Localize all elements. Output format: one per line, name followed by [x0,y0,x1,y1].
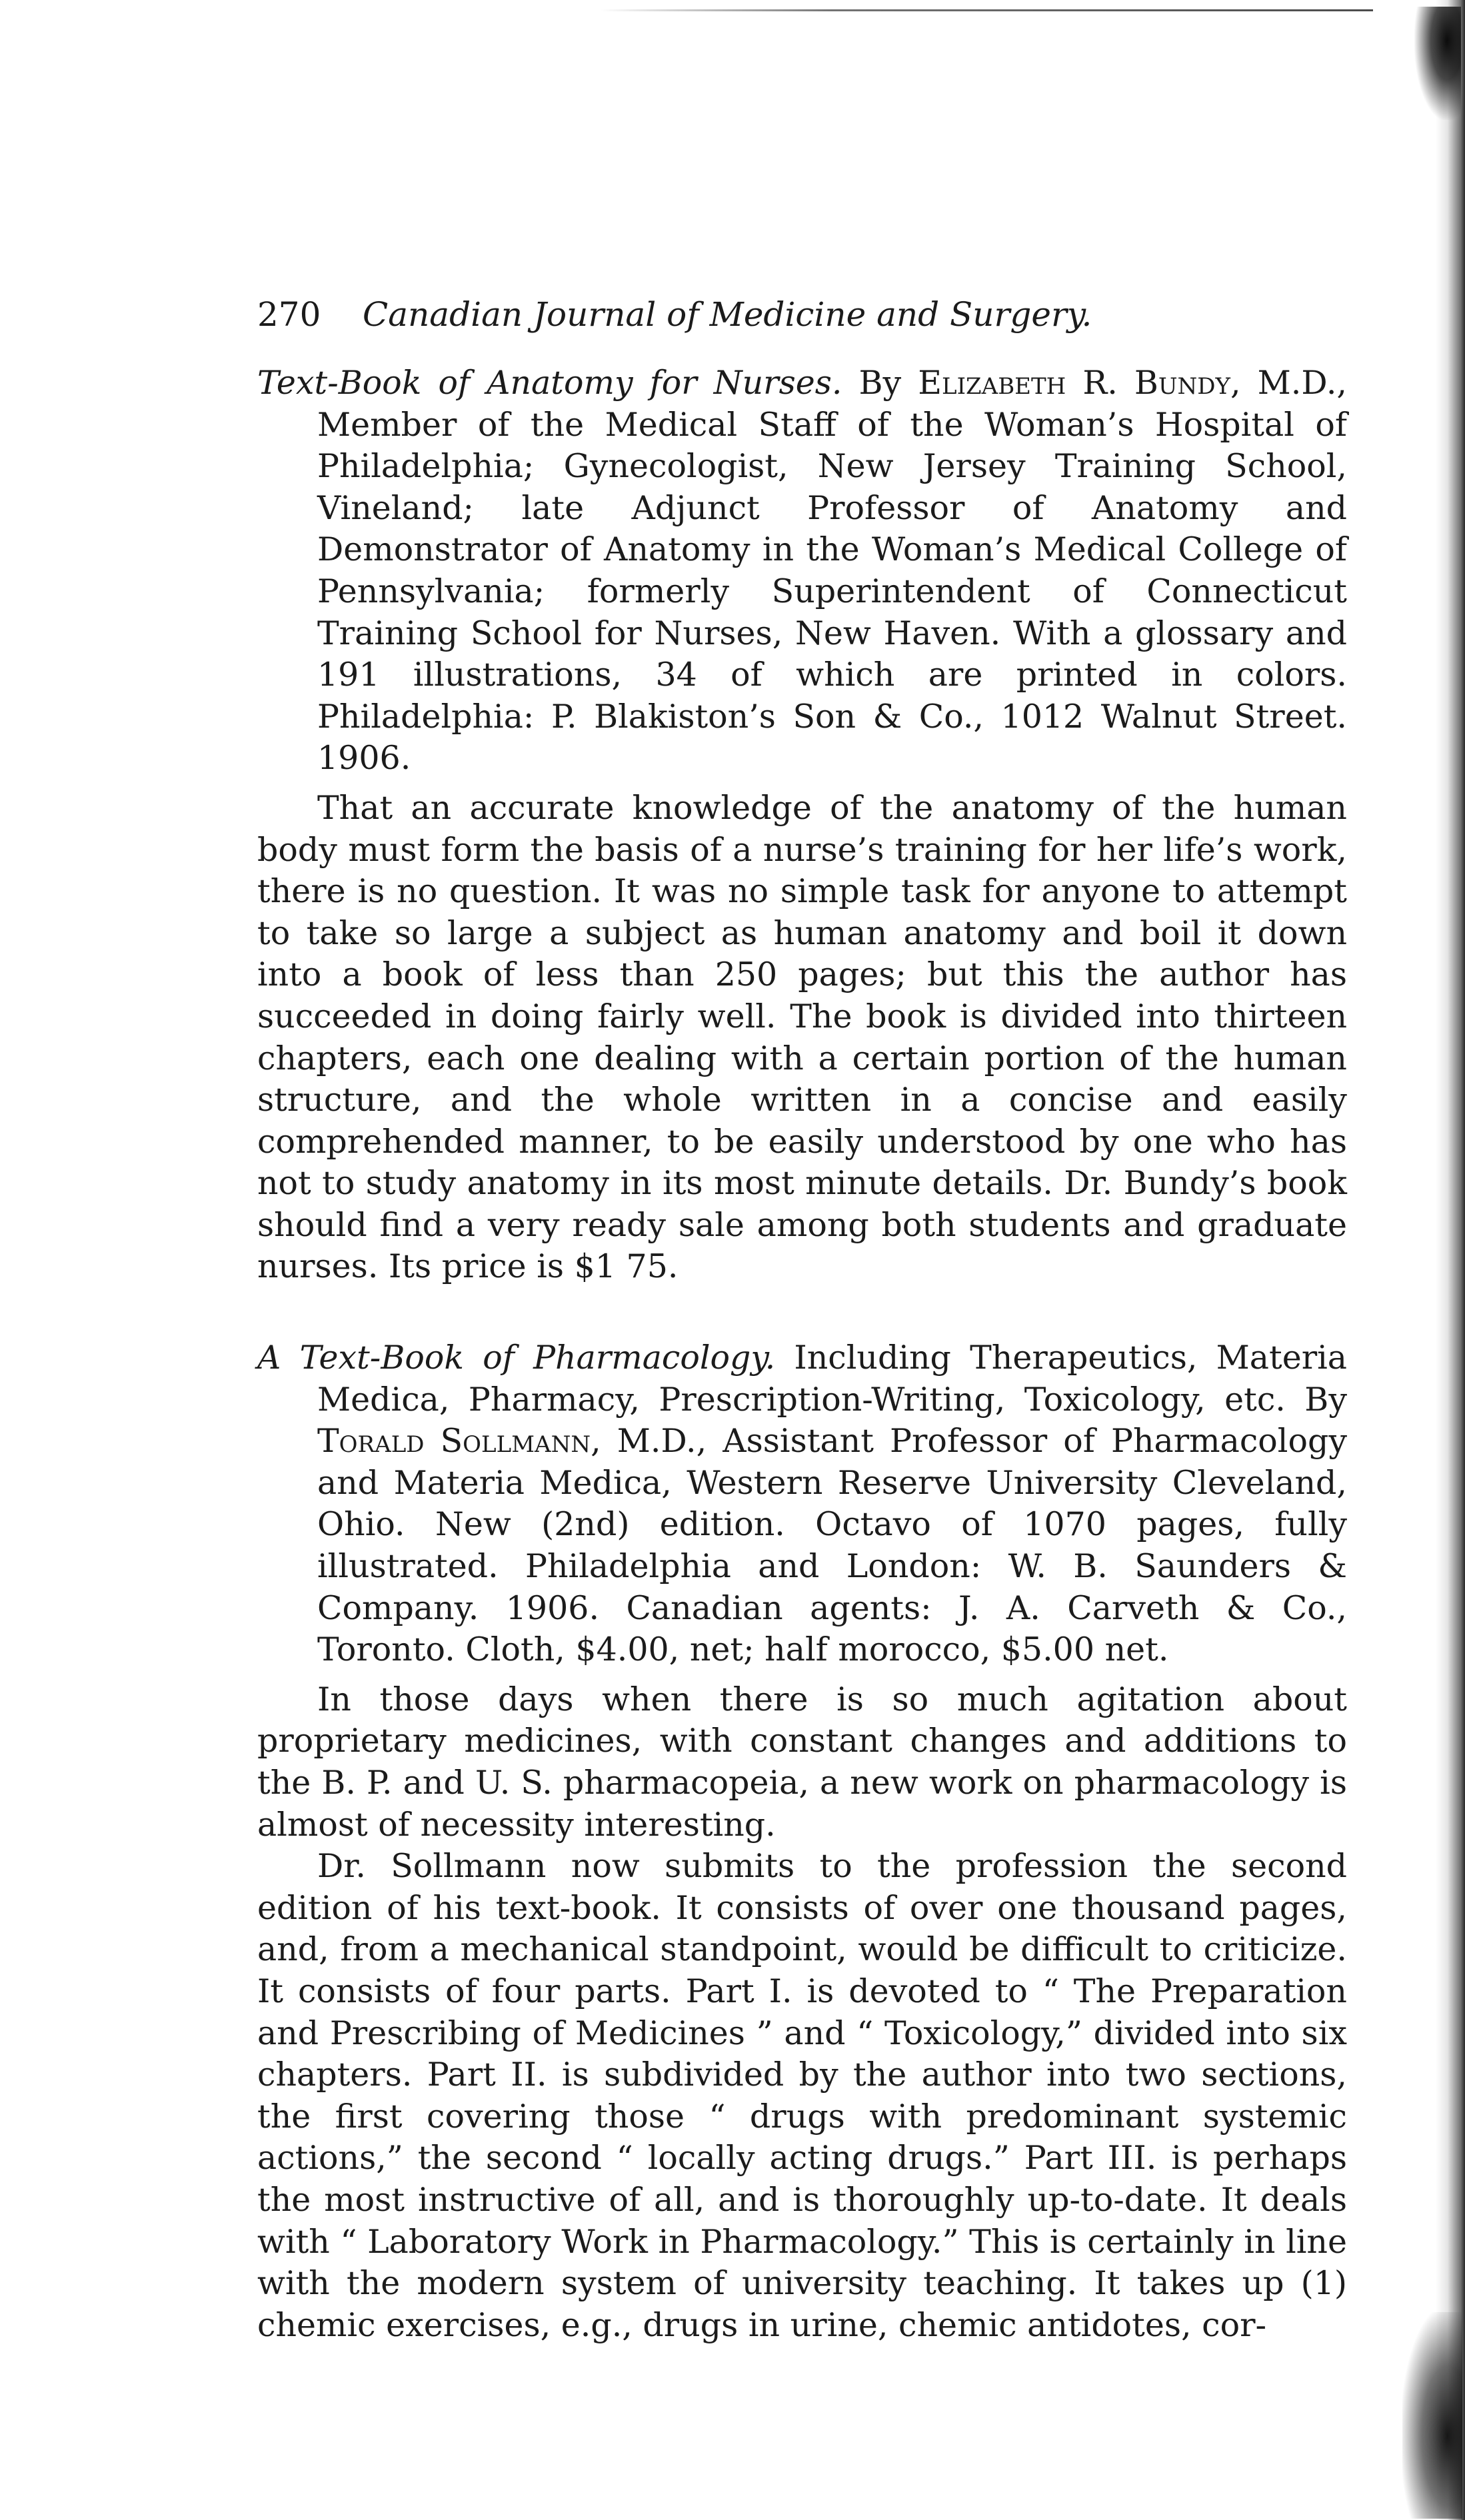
review-citation-pharmacology [257,1337,1347,1671]
book-author: Elizabeth R. Bundy, [918,364,1241,402]
citation-details: M.D., Member of the Medical Staff of the Woman’s Hospital of Philadelphia; Gynecologist, New Jersey Training School, Vineland; late Adjunct Professor of Anatomy and Demonstrator of Anatomy in the Woman’s Medical College of Pennsylvania; formerly Superintendent of Connecticut Training School for Nurses, New Haven. With a glossary and 191 illustrations, 34 of which are printed in colors. Philadelphia: P. Blakiston’s Son & Co., 1012 Walnut Street. 1906. [317,364,1348,778]
running-head [257,293,1347,336]
spacer [257,1671,1347,1679]
spacer [257,780,1347,788]
book-title: A Text-Book of Pharmacology. [257,1339,776,1377]
citation-details: M.D., Assistant Professor of Pharmacology and Materia Medica, Western Reserve University Cleveland, Ohio. New (2nd) edition. Octavo of 1070 pages, fully illustrated. Philadelphia and London: W. B. Saunders & Company. 1906. Canadian agents: J. A. Carveth & Co., Toronto. Cloth, $4.00, net; half morocco, $5.00 net. [317,1422,1347,1669]
review-paragraph: In those days when there is so much agitation about proprietary medicines, with constant changes and additions to the B. P. and U. S. pharmacopeia, a new work on pharmacology is almost of necessity interesting. [257,1680,1347,1844]
book-title: Text-Book of Anatomy for Nurses. [257,364,842,402]
citation-connector: Including Therapeutics, Materia Medica, Pharmacy, Prescription-Writing, Toxicology, etc. By [317,1339,1347,1419]
book-author: Torald Sollmann, [317,1422,601,1461]
review-paragraph: Dr. Sollmann now submits to the profession the second edition of his text-book. It consists of over one thousand pages, and, from a mechanical standpoint, would be difficult to criticize. It consists of four parts. Part I. is devoted to “ The Preparation and Prescribing of Medicines ” and “ Toxicology,” divided into six chapters. Part II. is subdivided by the author into two sections, the first covering those “ drugs with predominant systemic actions,” the second “ locally acting drugs.” Part III. is perhaps the most instructive of all, and is thoroughly up-to-date. It deals with “ Laboratory Work in Pharmacology.” This is certainly in line with the modern system of university teaching. It takes up (1) chemic exercises, e.g., drugs in urine, chemic antidotes, cor- [257,1847,1347,2344]
journal-title: Canadian Journal of Medicine and Surgery. [363,295,1092,334]
review-paragraph: That an accurate knowledge of the anatomy of the human body must form the basis of a nurse’s training for her life’s work, there is no question. It was no simple task for anyone to attempt to take so large a subject as human anatomy and boil it down into a book of less than 250 pages; but this the author has succeeded in doing fairly well. The book is divided into thirteen chapters, each one dealing with a certain portion of the human structure, and the whole written in a concise and easily comprehended manner, to be easily understood by one who has not to study anatomy in its most minute details. Dr. Bundy’s book should find a very ready sale among both students and graduate nurses. Its price is $1 75. [257,788,1347,1286]
scan-artifact-top-line [600,9,1373,11]
citation-connector: By [842,364,918,402]
scan-artifact-right-edge [1436,0,1465,2520]
scan-artifact-top-blot [1414,7,1461,120]
scan-artifact-bottom-blot [1402,2312,1462,2519]
review-citation-anatomy [257,362,1347,780]
section-spacer [257,1288,1347,1337]
page-number: 270 [257,295,321,334]
journal-page [257,293,1347,2346]
